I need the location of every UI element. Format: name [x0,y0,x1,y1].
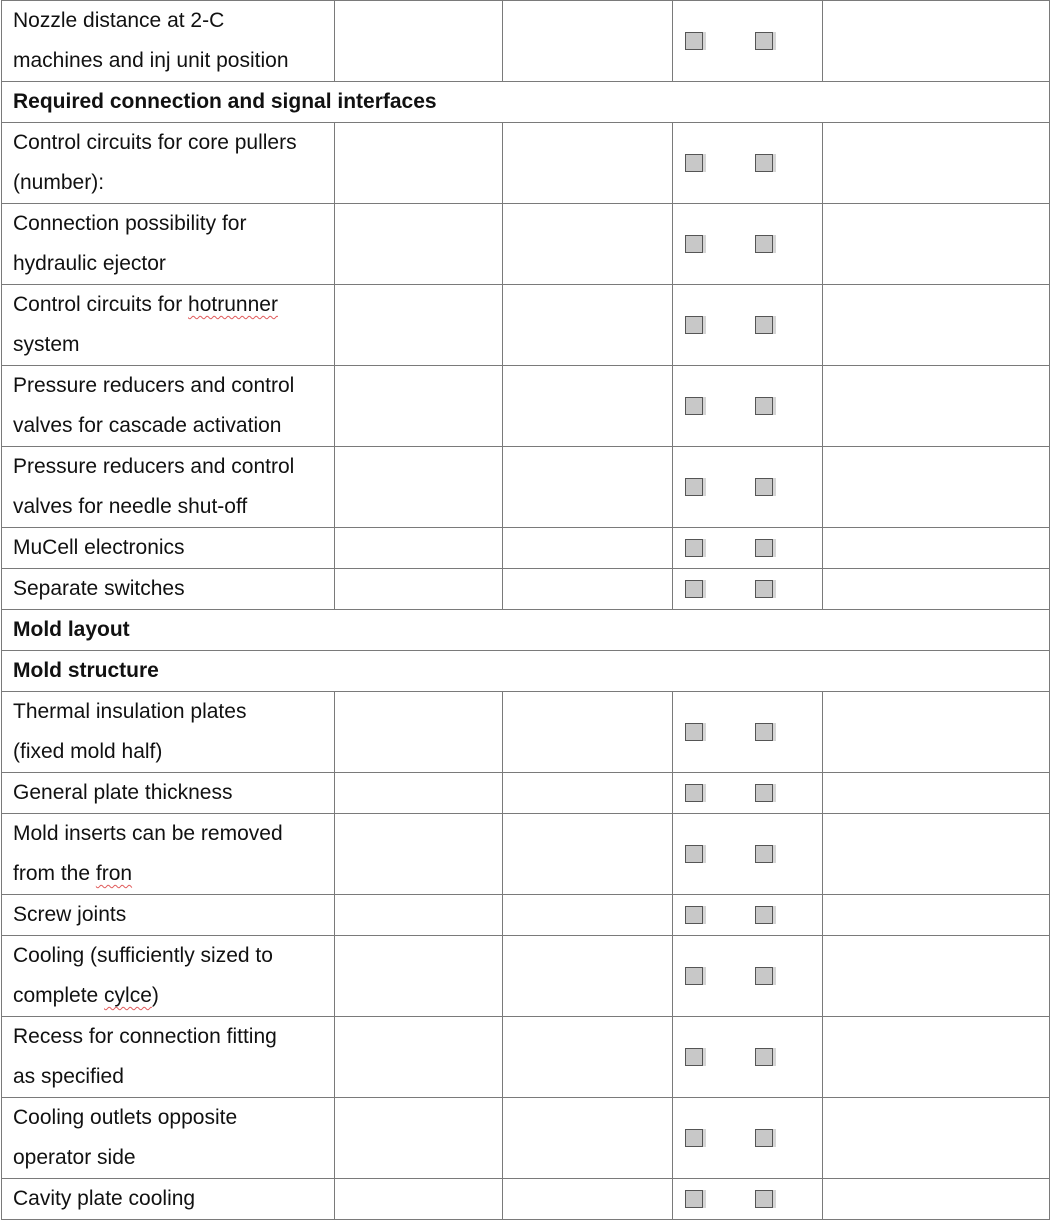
value-cell-a[interactable] [335,1,503,82]
misspelled-word: cylce [104,984,152,1007]
remarks-cell[interactable] [823,1,1050,82]
table-row [2,895,1050,936]
value-cell-a[interactable] [335,569,503,610]
item-label: Control circuits for core pullers (number): [13,131,297,194]
checkbox-cell [673,123,823,204]
checkbox-group [673,1129,822,1147]
checkbox-cell [673,1,823,82]
checkbox-cell [673,895,823,936]
value-cell-a[interactable] [335,895,503,936]
checkbox-no[interactable] [755,316,773,334]
checkbox-cell [673,1017,823,1098]
checkbox-yes[interactable] [685,478,703,496]
table-row [2,1098,1050,1179]
item-label-cell [2,569,335,610]
checkbox-yes[interactable] [685,1190,703,1208]
checkbox-cell [673,773,823,814]
remarks-cell[interactable] [823,285,1050,366]
remarks-cell[interactable] [823,895,1050,936]
value-cell-a[interactable] [335,285,503,366]
remarks-cell[interactable] [823,814,1050,895]
checkbox-yes[interactable] [685,967,703,985]
item-label: Pressure reducers and control valves for needle shut-off [13,455,295,518]
item-label: Nozzle distance at 2-C machines and inj unit position [13,9,289,72]
value-cell-b[interactable] [503,773,673,814]
table-row [2,123,1050,204]
table-row [2,692,1050,773]
item-label-cell [2,1179,335,1220]
checkbox-yes[interactable] [685,539,703,557]
checkbox-cell [673,285,823,366]
checkbox-no[interactable] [755,723,773,741]
table-row [2,773,1050,814]
checkbox-yes[interactable] [685,154,703,172]
value-cell-b[interactable] [503,895,673,936]
checkbox-yes[interactable] [685,580,703,598]
value-cell-b[interactable] [503,569,673,610]
checkbox-cell [673,692,823,773]
checkbox-yes[interactable] [685,845,703,863]
value-cell-a[interactable] [335,773,503,814]
value-cell-b[interactable] [503,936,673,1017]
checkbox-cell [673,814,823,895]
section-header-row [2,610,1050,651]
table-row [2,1,1050,82]
item-label-cell [2,528,335,569]
checkbox-yes[interactable] [685,906,703,924]
checkbox-yes[interactable] [685,1048,703,1066]
checkbox-no[interactable] [755,154,773,172]
checkbox-cell [673,528,823,569]
value-cell-a[interactable] [335,204,503,285]
item-label-cell [2,1098,335,1179]
item-label [13,814,334,894]
section-header: Mold structure [2,651,1050,692]
checkbox-group [673,580,822,598]
table-row [2,285,1050,366]
section-header: Required connection and signal interfaces [2,82,1050,123]
value-cell-a[interactable] [335,528,503,569]
checkbox-yes[interactable] [685,1129,703,1147]
value-cell-a[interactable] [335,1098,503,1179]
value-cell-b[interactable] [503,1179,673,1220]
item-label-cell [2,936,335,1017]
remarks-cell[interactable] [823,1017,1050,1098]
item-label-cell [2,285,335,366]
checkbox-no[interactable] [755,967,773,985]
checkbox-group [673,784,822,802]
item-label: Pressure reducers and control valves for cascade activation [13,374,295,437]
checkbox-group [673,539,822,557]
item-label: Recess for connection fitting as specified [13,1025,277,1088]
item-label: MuCell electronics [13,536,185,559]
remarks-cell[interactable] [823,773,1050,814]
label-fragment: Mold inserts can be removed from the [13,822,283,885]
item-label: Screw joints [13,903,127,926]
checkbox-no[interactable] [755,784,773,802]
checkbox-cell [673,1098,823,1179]
checkbox-group [673,723,822,741]
label-fragment: system [13,333,80,356]
checkbox-no[interactable] [755,235,773,253]
remarks-cell[interactable] [823,1098,1050,1179]
checkbox-yes[interactable] [685,723,703,741]
value-cell-a[interactable] [335,123,503,204]
table-body [2,1,1050,1220]
checkbox-no[interactable] [755,539,773,557]
misspelled-word: hotrunner [188,293,278,316]
misspelled-word: fron [95,862,133,885]
section-header: Mold layout [2,610,1050,651]
table-row [2,1179,1050,1220]
checkbox-group [673,1190,822,1208]
checkbox-no[interactable] [755,32,773,50]
value-cell-b[interactable] [503,285,673,366]
checkbox-cell [673,366,823,447]
label-fragment: ) [151,984,159,1007]
value-cell-a[interactable] [335,814,503,895]
value-cell-b[interactable] [503,692,673,773]
remarks-cell[interactable] [823,366,1050,447]
value-cell-a[interactable] [335,692,503,773]
checkbox-no[interactable] [755,580,773,598]
value-cell-a[interactable] [335,936,503,1017]
item-label-cell [2,366,335,447]
value-cell-a[interactable] [335,1179,503,1220]
checkbox-group [673,397,822,415]
remarks-cell[interactable] [823,528,1050,569]
section-header-row [2,651,1050,692]
item-label-cell [2,204,335,285]
checkbox-cell [673,569,823,610]
checkbox-group [673,32,822,50]
value-cell-b[interactable] [503,814,673,895]
item-label-cell [2,773,335,814]
checkbox-group [673,906,822,924]
requirements-table [1,0,1050,1220]
item-label [13,285,334,365]
item-label: Connection possibility for hydraulic ejector [13,212,247,275]
checkbox-no[interactable] [755,1129,773,1147]
value-cell-b[interactable] [503,1,673,82]
remarks-cell[interactable] [823,936,1050,1017]
table-row [2,936,1050,1017]
remarks-cell[interactable] [823,1179,1050,1220]
remarks-cell[interactable] [823,204,1050,285]
checkbox-group [673,1048,822,1066]
checkbox-yes[interactable] [685,235,703,253]
checkbox-no[interactable] [755,1048,773,1066]
label-fragment: Control circuits for [13,293,189,316]
checkbox-group [673,478,822,496]
label-fragment: Cooling (sufficiently sized to complete [13,944,273,1007]
table-row [2,204,1050,285]
checkbox-no[interactable] [755,845,773,863]
table-row [2,528,1050,569]
item-label-cell [2,814,335,895]
checkbox-group [673,316,822,334]
value-cell-a[interactable] [335,447,503,528]
checkbox-no[interactable] [755,906,773,924]
value-cell-b[interactable] [503,447,673,528]
checkbox-yes[interactable] [685,32,703,50]
checkbox-no[interactable] [755,397,773,415]
item-label-cell [2,123,335,204]
item-label [13,936,334,1016]
checkbox-cell [673,1179,823,1220]
table-row [2,1017,1050,1098]
item-label: Separate switches [13,577,185,600]
item-label-cell [2,1,335,82]
value-cell-b[interactable] [503,1098,673,1179]
checkbox-group [673,235,822,253]
item-label-cell [2,692,335,773]
remarks-cell[interactable] [823,447,1050,528]
checkbox-no[interactable] [755,478,773,496]
table-row [2,569,1050,610]
remarks-cell[interactable] [823,692,1050,773]
value-cell-a[interactable] [335,1017,503,1098]
value-cell-b[interactable] [503,528,673,569]
value-cell-b[interactable] [503,204,673,285]
checkbox-group [673,154,822,172]
checkbox-no[interactable] [755,1190,773,1208]
table-row [2,814,1050,895]
checkbox-cell [673,936,823,1017]
remarks-cell[interactable] [823,569,1050,610]
table-row [2,366,1050,447]
remarks-cell[interactable] [823,123,1050,204]
item-label: Cavity plate cooling [13,1187,196,1210]
checkbox-yes[interactable] [685,397,703,415]
value-cell-b[interactable] [503,1017,673,1098]
value-cell-b[interactable] [503,123,673,204]
checkbox-group [673,845,822,863]
checkbox-cell [673,447,823,528]
item-label: General plate thickness [13,781,233,804]
checkbox-yes[interactable] [685,784,703,802]
item-label-cell [2,447,335,528]
item-label: Thermal insulation plates (fixed mold half) [13,700,247,763]
item-label-cell [2,895,335,936]
value-cell-b[interactable] [503,366,673,447]
value-cell-a[interactable] [335,366,503,447]
section-header-row [2,82,1050,123]
checkbox-group [673,967,822,985]
checkbox-yes[interactable] [685,316,703,334]
item-label: Cooling outlets opposite operator side [13,1106,238,1169]
table-row [2,447,1050,528]
item-label-cell [2,1017,335,1098]
checkbox-cell [673,204,823,285]
